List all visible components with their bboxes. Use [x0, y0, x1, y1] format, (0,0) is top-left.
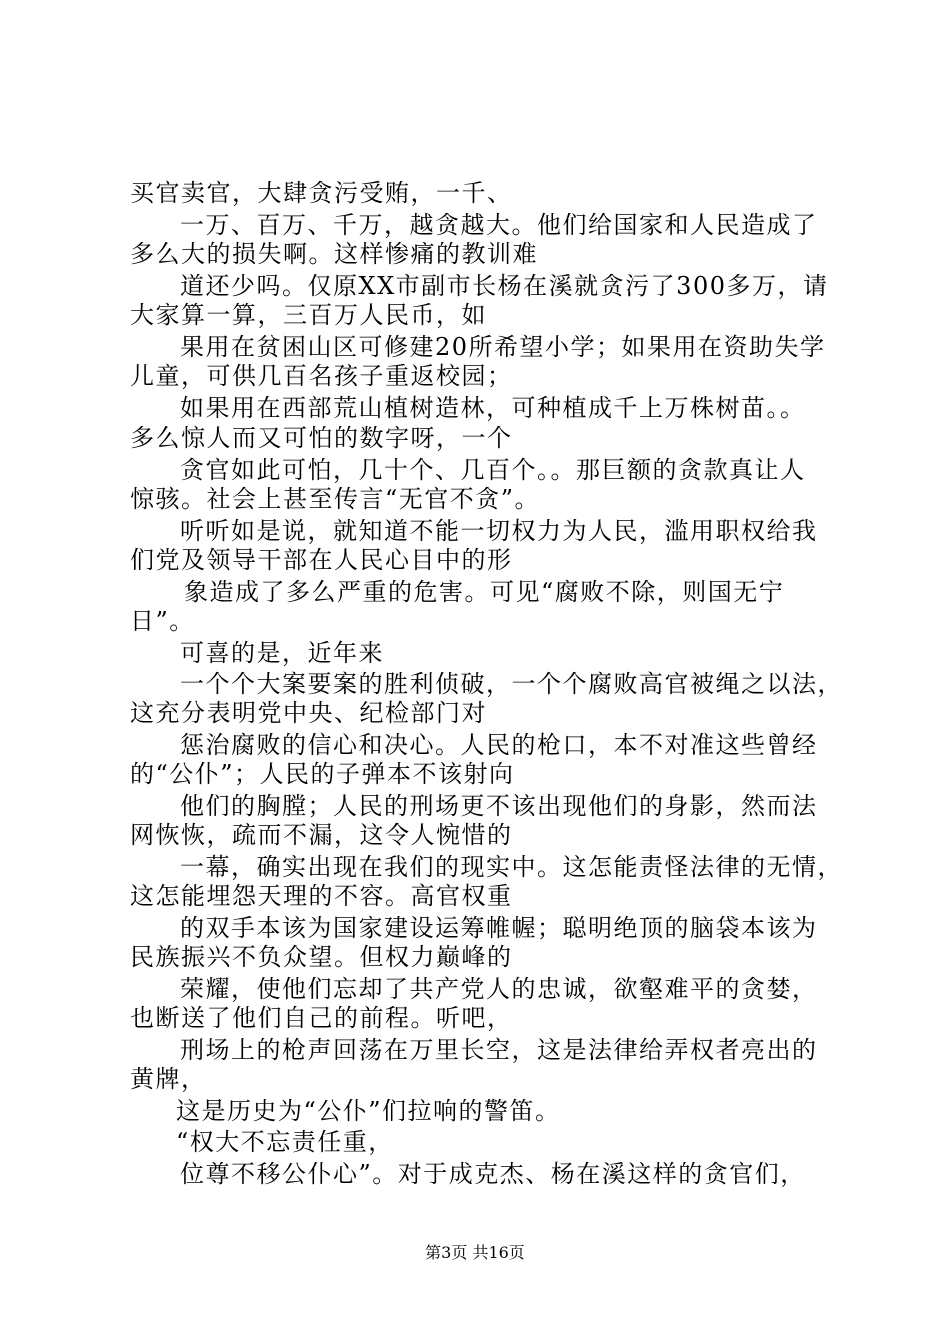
- page-number-footer: 第3页 共16页: [425, 1243, 525, 1262]
- text-line: 这怎能埋怨天理的不容。高官权重: [130, 882, 513, 910]
- text-line: 一个个大案要案的胜利侦破，一个个腐败高官被绳之以法，: [180, 670, 843, 698]
- text-line: 惩治腐败的信心和决心。人民的枪口，本不对准这些曾经: [180, 731, 818, 759]
- text-line: “权大不忘责任重，: [176, 1128, 394, 1156]
- text-line: 们党及领导干部在人民心目中的形: [130, 546, 513, 574]
- text-line: 儿童，可供几百名孩子重返校园；: [130, 362, 513, 390]
- text-line: 民族振兴不负众望。但权力巅峰的: [130, 943, 513, 971]
- text-line: 一幕，确实出现在我们的现实中。这怎能责怪法律的无情，: [180, 853, 843, 881]
- text-line: 日”。: [130, 607, 195, 635]
- text-line: 也断送了他们自己的前程。听吧，: [130, 1004, 513, 1032]
- text-line: 惊骇。社会上甚至传言“无官不贪”。: [130, 485, 541, 513]
- text-line: 贪官如此可怕，几十个、几百个。。那巨额的贪款真让人: [180, 456, 806, 484]
- text-line: 的双手本该为国家建设运筹帷幄；聪明绝顶的脑袋本该为: [180, 914, 818, 942]
- text-line: 象造成了多么严重的危害。可见“腐败不除，则国无宁: [184, 578, 785, 606]
- text-line: 刑场上的枪声回荡在万里长空，这是法律给弄权者亮出的: [180, 1036, 818, 1064]
- text-line: 多么惊人而又可怕的数字呀，一个: [130, 424, 513, 452]
- text-line: 这充分表明党中央、纪检部门对: [130, 699, 487, 727]
- text-line: 道还少吗。仅原XX市副市长杨在溪就贪污了300多万，请: [180, 272, 829, 300]
- text-line: 一万、百万、千万，越贪越大。他们给国家和人民造成了: [180, 211, 818, 239]
- text-line: 这是历史为“公仆”们拉响的警笛。: [176, 1097, 561, 1125]
- text-line: 可喜的是，近年来: [180, 639, 384, 667]
- text-line: 荣耀，使他们忘却了共产党人的忠诚，欲壑难平的贪婪，: [180, 975, 818, 1003]
- text-line: 他们的胸膛；人民的刑场更不该出现他们的身影，然而法: [180, 792, 818, 820]
- text-line: 听听如是说，就知道不能一切权力为人民，滥用职权给我: [180, 517, 818, 545]
- text-line: 如果用在西部荒山植树造林，可种植成千上万株树苗。。: [180, 394, 806, 422]
- text-line: 网恢恢，疏而不漏，这令人惋惜的: [130, 821, 513, 849]
- text-line: 黄牌，: [130, 1065, 207, 1093]
- text-line: 位尊不移公仆心”。对于成克杰、杨在溪这样的贪官们，: [180, 1160, 806, 1188]
- text-line: 大家算一算，三百万人民币，如: [130, 301, 487, 329]
- text-line: 多么大的损失啊。这样惨痛的教训难: [130, 240, 538, 268]
- text-line: 买官卖官，大肆贪污受贿，一千、: [130, 179, 513, 207]
- text-line: 的“公仆”；人民的子弹本不该射向: [130, 760, 515, 788]
- text-line: 果用在贫困山区可修建20所希望小学；如果用在资助失学: [180, 333, 826, 361]
